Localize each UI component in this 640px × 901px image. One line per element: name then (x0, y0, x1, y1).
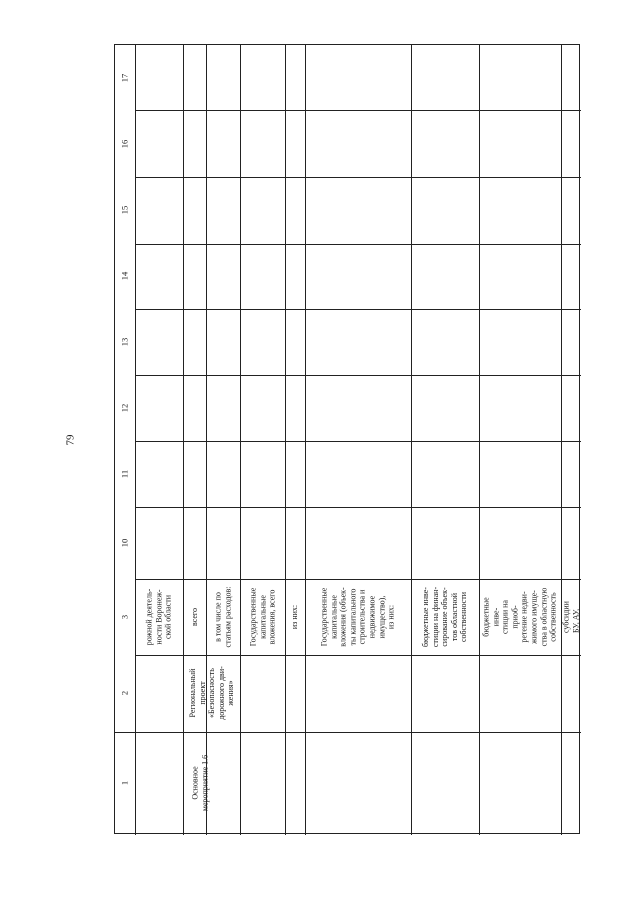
column-header: 11 (119, 469, 130, 479)
table-line (115, 732, 581, 733)
column-header: 3 (119, 614, 130, 620)
column-header: 1 (119, 780, 130, 786)
table-line (240, 45, 241, 835)
table-line (561, 45, 562, 835)
table-line (135, 244, 581, 245)
column-header: 17 (119, 73, 130, 83)
column-header: 16 (119, 139, 130, 149)
table-line (411, 45, 412, 835)
table-line (285, 45, 286, 835)
row-label-state-capital: Государственные капитальные вложения (объек- ты капитального строительства и недвижимое имущество), из них: (319, 587, 396, 647)
table-line (183, 45, 184, 835)
column-header: 14 (119, 271, 130, 281)
table-line (135, 507, 581, 508)
data-table (114, 44, 580, 834)
page-number: 79 (64, 434, 77, 446)
table-line (135, 177, 581, 178)
row-label-of-which: из них: (290, 604, 300, 630)
column-header: 13 (119, 337, 130, 347)
row-label-total: всего (190, 607, 200, 627)
table-line (135, 309, 581, 310)
column-header: 2 (119, 690, 130, 696)
row-label-budget-invest-financing: бюджетные инве- стиции на финан- сирование объек- тов областной собственности (421, 586, 469, 648)
row-label-subsidies: субсидии БУ, АУ, (561, 601, 580, 633)
table-line (135, 110, 581, 111)
event-label: Основное мероприятие 1.6 (190, 754, 209, 812)
column-header: 10 (119, 538, 130, 548)
table-line (135, 441, 581, 442)
row-label-by-expense: в том числе по статьям расходов: (213, 586, 232, 648)
table-line (135, 45, 136, 835)
column-header: 12 (119, 403, 130, 413)
row-label-capital-total: Государственные капитальные вложения, всего (248, 587, 277, 647)
table-line (135, 655, 581, 656)
row-label-budget-invest-acquisition: бюджетные инве- стиции на приоб- ретение недви- жимого имуще- ства в областную собственность (481, 587, 558, 647)
column-header: 15 (119, 205, 130, 215)
project-name: Региональный проект «Безопасность дорожного дви- жения» (188, 666, 236, 720)
row-label-continuation: рожной деятель- ности Воронеж- ской области (144, 588, 173, 646)
table-line (479, 45, 480, 835)
table-line (135, 579, 581, 580)
table-line (305, 45, 306, 835)
table-line (135, 375, 581, 376)
